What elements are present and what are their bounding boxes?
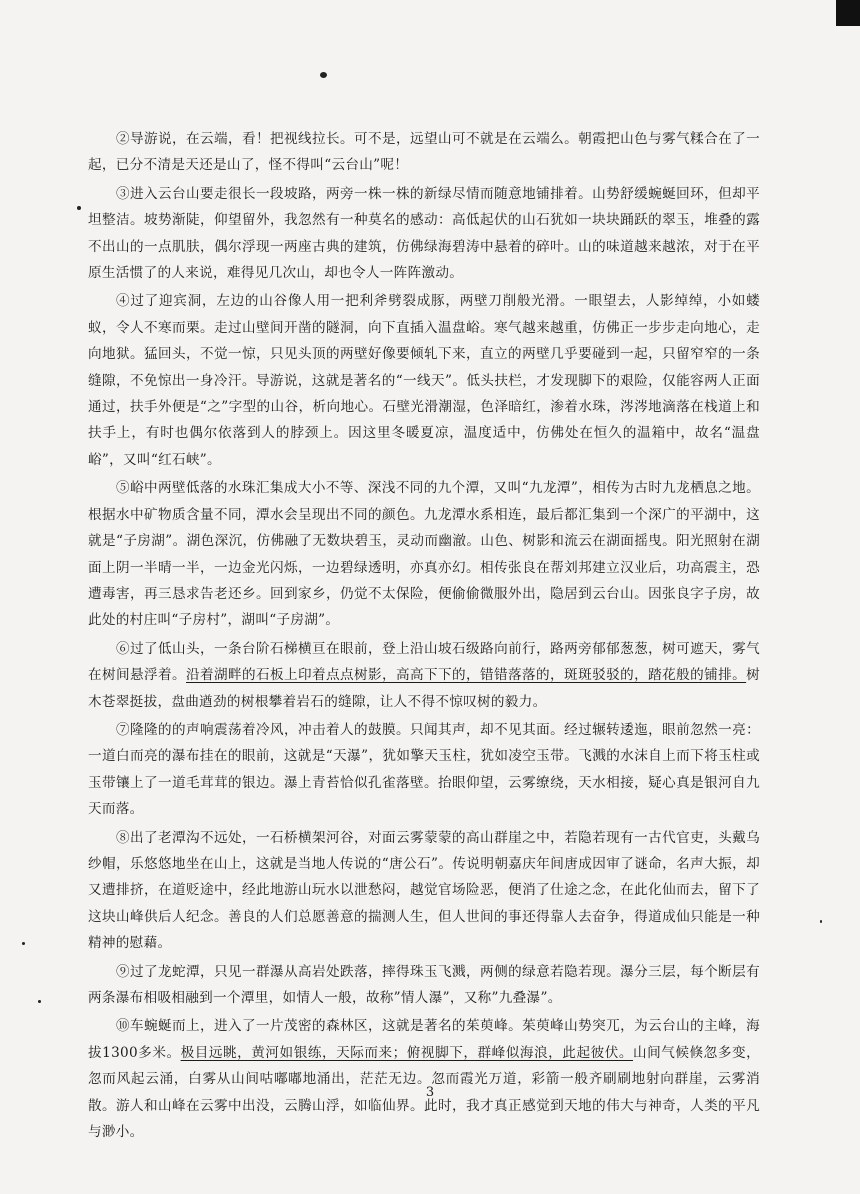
- paragraph-text: 树木苍翠挺拔，盘曲遒劲的树根攀着岩石的缝隙，让人不得不惊叹树的毅力。: [88, 667, 760, 710]
- underlined-sentence: 沿着湖畔的石板上印着点点树影，高高下下的，错错落落的，斑斑驳驳的，踏花般的铺排。: [186, 667, 747, 684]
- paragraph-text: ②导游说，在云端，看！把视线拉长。可不是，远望山可不就是在云端么。朝霞把山色与雾气糅合在了一起，已分不清是天还是山了，怪不得叫“云台山”呢！: [88, 131, 760, 174]
- paragraph: [88, 1013, 760, 1145]
- paragraph-text: ⑥过了低山头，一条台阶石梯横亘在眼前，登上沿山坡石级路向前行，路两旁郁郁葱葱，树可遮天，雾气在树间悬浮着。: [88, 640, 760, 684]
- paragraph: [88, 475, 760, 633]
- paragraph: [88, 717, 760, 823]
- paragraph-text: ⑧出了老潭沟不远处，一石桥横架河谷，对面云雾蒙蒙的高山群崖之中，若隐若现有一古代官吏，头戴乌纱帽，乐悠悠地坐在山上，这就是当地人传说的“唐公石”。传说明朝嘉庆年间唐成因审了谜命，名声大振，却又遭排挤，在道贬途中，经此地游山玩水以泄愁闷，越觉官场险恶，便消了仕途之念，在此化仙而去，留下了这块山峰供后人纪念。善良的人们总愿善意的揣测人生，但人世间的事还得靠人去奋争，得道成仙只能是一种精神的慰藉。: [88, 829, 760, 952]
- scan-speck: [77, 206, 81, 210]
- paragraph: [88, 181, 760, 287]
- paragraph: [88, 959, 760, 1012]
- scan-speck: [38, 1000, 41, 1003]
- paragraph-text: ④过了迎宾洞，左边的山谷像人用一把利斧劈裂成豚，两壁刀削般光滑。一眼望去，人影绰绰，小如蝼蚁，令人不寒而栗。走过山壁间开凿的隧洞，向下直插入温盘峪。寒气越来越重，仿佛正一步步走向地心，走向地狱。猛回头，不觉一惊，只见头顶的两壁好像要倾轧下来，直立的两壁几乎要碰到一起，只留窄窄的一条缝隙，不免惊出一身冷汗。导游说，这就是著名的“一线天”。低头扶栏，才发现脚下的艰险，仅能容两人正面通过，扶手外便是“之”字型的山谷，析向地心。石壁光滑潮湿，色泽暗红，渗着水珠，涔涔地滴落在栈道上和扶手上，有时也偶尔依落到人的脖颈上。因这里冬暖夏凉，温度适中，仿佛处在恒久的温箱中，故名“温盘峪”，又叫“红石峡”。: [88, 293, 760, 468]
- paragraph-text: ③进入云台山要走很长一段坡路，两旁一株一株的新绿尽情而随意地铺排着。山势舒缓蜿蜒回环，但却平坦整洁。坡势渐陡，仰望留外，我忽然有一种莫名的感动：高低起伏的山石犹如一块块踊跃的翠玉，堆叠的露不出山的一点肌肤，偶尔浮现一两座古典的建筑，仿佛绿海碧涛中悬着的碎叶。山的味道越来越浓，对于在平原生活惯了的人来说，难得见几次山，却也令人一阵阵激动。: [88, 185, 760, 282]
- scan-corner-mark: [836, 0, 860, 26]
- paragraph: [88, 126, 760, 179]
- scan-speck: [820, 920, 822, 923]
- article-body: [88, 126, 760, 1147]
- paragraph-text: ⑨过了龙蛇潭，只见一群瀑从高岩处跌落，摔得珠玉飞溅，两侧的绿意若隐若现。瀑分三层，每个断层有两条瀑布相吸相融到一个潭里，如情人一般，故称”情人瀑”，又称”九叠瀑”。: [88, 963, 760, 1006]
- paragraph: [88, 288, 760, 473]
- paragraph-text: 山间气候倏忽多变，忽而风起云涌，白雾从山间咕嘟嘟地涌出，茫茫无边。忽而霞光万道，彩箭一般齐刷刷地射向群崖，云雾消散。游人和山峰在云雾中出没，云腾山浮，如临仙界。此时，我才真正感觉到天地的伟大与神奇，人类的平凡与渺小。: [88, 1044, 760, 1141]
- scan-speck: [22, 942, 25, 945]
- underlined-sentence: 极目远眺，黄河如银练，天际而来；俯视脚下，群峰似海浪，此起彼伏。: [180, 1044, 633, 1061]
- paragraph-text: ⑦隆隆的的声响震荡着冷风，冲击着人的鼓膜。只闻其声，却不见其面。经过辗转逶迤，眼前忽然一亮：一道白而亮的瀑布挂在的眼前，这就是“天瀑”，犹如擎天玉柱，犹如凌空玉带。飞溅的水沫自上而下将玉柱或玉带镶上了一道毛茸茸的银边。瀑上青苔恰似孔雀落壁。抬眼仰望，云雾缭绕，天水相接，疑心真是银河自九天而落。: [88, 721, 760, 818]
- paragraph-text: ⑤峪中两壁低落的水珠汇集成大小不等、深浅不同的九个潭，又叫“九龙潭”，相传为古时九龙栖息之地。根据水中矿物质含量不同，潭水会呈现出不同的颜色。九龙潭水系相连，最后都汇集到一个深广的平湖中，这就是“子房湖”。湖色深沉，仿佛融了无数块碧玉，灵动而幽澈。山色、树影和流云在湖面摇曳。阳光照射在湖面上阴一半晴一半，一边金光闪烁，一边碧绿透明，亦真亦幻。相传张良在帮刘邦建立汉业后，功高震主，恐遭毒害，再三恳求告老还乡。回到家乡，仍觉不太保险，便偷偷微服外出，隐居到云台山。因张良字子房，故此处的村庄叫“子房村”，湖叫“子房湖”。: [88, 480, 760, 629]
- paragraph: [88, 825, 760, 957]
- page-number: 3: [425, 1085, 435, 1100]
- paragraph-text: ⑩车蜿蜒而上，进入了一片茂密的森林区，这就是著名的茱萸峰。茱萸峰山势突兀，为云台山的主峰，海拔1300多米。: [88, 1018, 760, 1061]
- scan-speck: [320, 72, 327, 78]
- paragraph: [88, 636, 760, 715]
